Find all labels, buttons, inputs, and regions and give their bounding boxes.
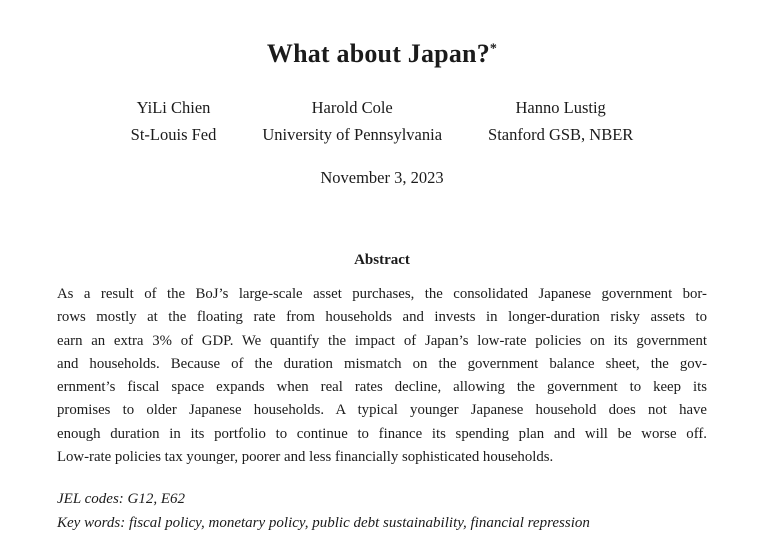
paper-metadata [57,488,707,535]
abstract-heading: Abstract [354,252,410,268]
page-title-text: What about Japan? [266,39,490,68]
abstract-line: rows mostly at the floating rate from households and invests in longer-duration risky assets to [57,309,707,326]
abstract-line: Low-rate policies tax younger, poorer and less financially sophisticated households. [57,449,554,466]
author-name: Harold Cole [311,98,393,117]
author-row [0,97,764,146]
jel-codes-line: JEL codes: G12, E62 [57,491,186,508]
abstract-line: ernment’s fiscal space expands when real rates decline, allowing the government to keep its [57,379,707,396]
author-affiliation: University of Pennsylvania [262,125,443,144]
author-block [131,97,217,146]
abstract-line: enough duration in its portfolio to continue to finance its spending plan and will be worse off. [57,425,707,442]
abstract-line: promises to older Japanese households. A typical younger Japanese household does not have [57,402,707,419]
author-block [488,97,633,146]
paper-date: November 3, 2023 [320,168,444,187]
abstract-text [57,283,707,469]
abstract-line: earn an extra 3% of GDP. We quantify the impact of Japan’s low-rate policies on its government [57,332,707,349]
keywords-line: Key words: fiscal policy, monetary policy, public debt sustainability, financial repression [57,514,590,531]
author-name: YiLi Chien [136,98,211,117]
author-name: Hanno Lustig [515,98,606,117]
author-block [262,97,442,146]
author-affiliation: St-Louis Fed [130,125,217,144]
abstract-line: and households. Because of the duration mismatch on the government balance sheet, the gov- [57,355,707,372]
page-title [0,38,764,70]
author-affiliation: Stanford GSB, NBER [488,125,634,144]
title-footnote-marker: * [489,41,498,57]
abstract-line: As a result of the BoJ’s large-scale asset purchases, the consolidated Japanese government bor- [57,286,707,302]
